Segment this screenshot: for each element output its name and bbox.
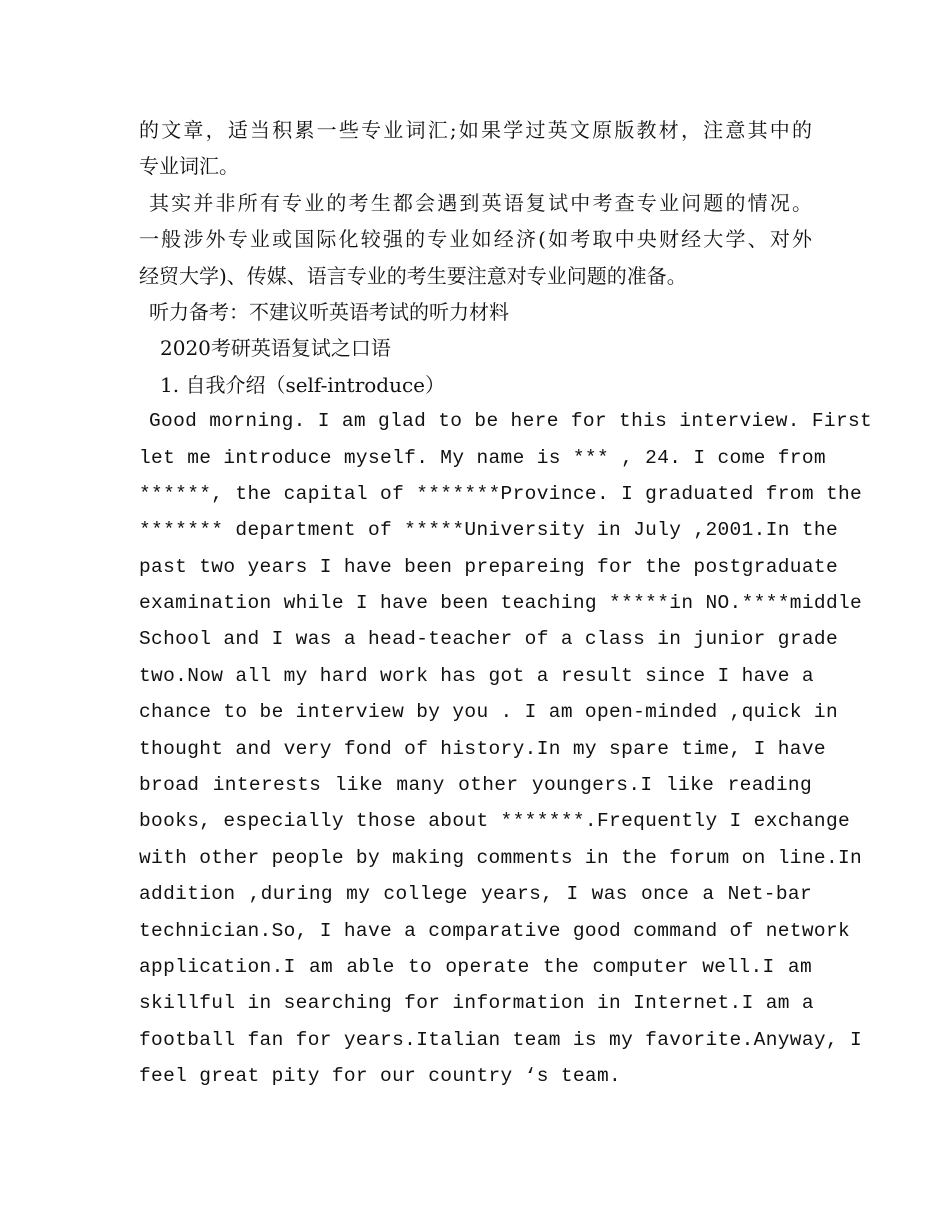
text-line: 一般涉外专业或国际化较强的专业如经济(如考取中央财经大学、对外 <box>139 227 812 252</box>
subsection-heading: 1. 自我介绍（self-introduce） <box>160 372 446 397</box>
text-line: School and I was a head-teacher of a class in junior grade <box>139 628 839 651</box>
text-line: 经贸大学)、传媒、语言专业的考生要注意对专业问题的准备。 <box>139 263 687 288</box>
document-body <box>139 112 873 1095</box>
text-line: examination while I have been teaching *****in NO.****middle <box>139 592 863 615</box>
text-line: ******* department of *****University in July ,2001.In the <box>139 519 839 542</box>
text-line: with other people by making comments in the forum on line.In <box>139 846 863 869</box>
text-line: technician.So, I have a comparative good command of network <box>139 919 851 942</box>
text-line: feel great pity for our country ‘s team. <box>139 1065 622 1088</box>
text-line: thought and very fond of history.In my spare time, I have <box>139 737 826 760</box>
text-line: application.I am able to operate the computer well.I am <box>139 955 812 978</box>
text-line: books, especially those about *******.Frequently I exchange <box>139 810 851 833</box>
text-line: 其实并非所有专业的考生都会遇到英语复试中考查专业问题的情况。 <box>149 190 812 215</box>
text-line: two.Now all my hard work has got a result since I have a <box>139 664 814 687</box>
text-line: skillful in searching for information in Internet.I am a <box>139 992 814 1015</box>
section-heading: 2020考研英语复试之口语 <box>160 336 391 361</box>
text-line: 专业词汇。 <box>139 154 239 179</box>
text-line: past two years I have been prepareing for the postgraduate <box>139 555 839 578</box>
text-line: 的文章，适当积累一些专业词汇;如果学过英文原版教材，注意其中的 <box>139 118 812 142</box>
text-line: broad interests like many other youngers.I like reading <box>139 774 812 797</box>
text-line: Good morning. I am glad to be here for this interview. First <box>149 410 873 433</box>
text-line: ******, the capital of *******Province. I graduated from the <box>139 482 863 505</box>
text-line: 听力备考：不建议听英语考试的听力材料 <box>149 299 509 324</box>
text-line: chance to be interview by you . I am open-minded ,quick in <box>139 701 839 724</box>
text-line: let me introduce myself. My name is *** , 24. I come from <box>139 446 826 469</box>
text-line: football fan for years.Italian team is my favorite.Anyway, I <box>139 1028 863 1051</box>
text-line: addition ,during my college years, I was once a Net-bar <box>139 883 812 906</box>
